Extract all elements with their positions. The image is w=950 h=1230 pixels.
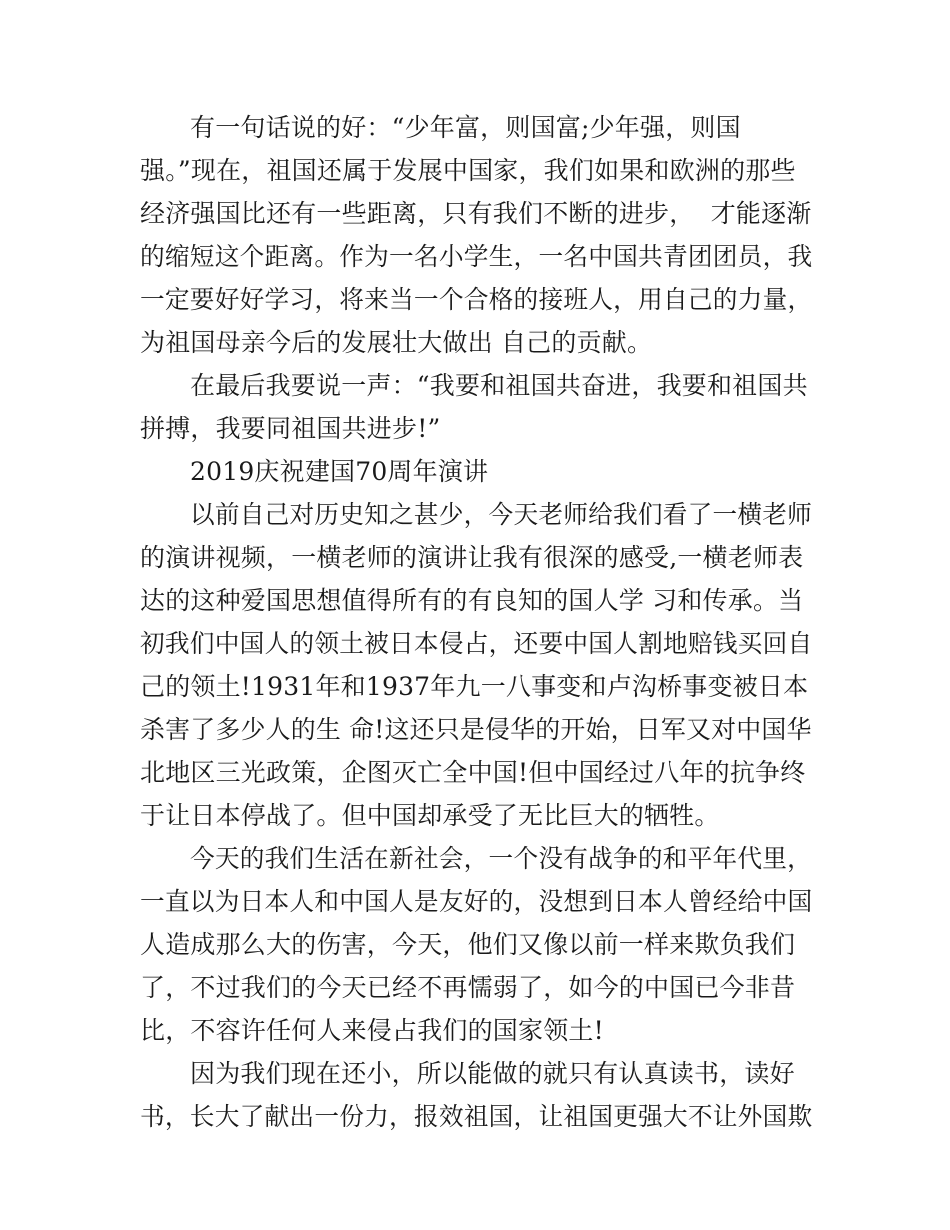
paragraph-line: 达的这种爱国思想值得所有的有良知的国人学 习和传承。当: [140, 586, 804, 615]
paragraph-line: 初我们中国人的领土被日本侵占，还要中国人割地赔钱买回自: [140, 629, 813, 658]
paragraph-line: 一定要好好学习，将来当一个合格的接班人，用自己的力量，: [140, 285, 813, 314]
paragraph-line: 己的领土!1931年和1937年九一八事变和卢沟桥事变被日本: [140, 672, 809, 701]
paragraph-line: 了，不过我们的今天已经不再懦弱了，如今的中国已今非昔: [140, 973, 796, 1002]
paragraph-line: 人造成那么大的伤害，今天，他们又像以前一样来欺负我们: [140, 930, 796, 959]
paragraph-line: 在最后我要说一声：“我要和祖国共奋进，我要和祖国共: [190, 371, 808, 400]
paragraph-line: 为祖国母亲今后的发展壮大做出 自己的贡献。: [140, 328, 653, 357]
section-heading: 2019庆祝建国70周年演讲: [190, 457, 489, 486]
paragraph-line: 的演讲视频，一横老师的演讲让我有很深的感受,一横老师表: [140, 543, 804, 572]
paragraph-line: 书，长大了献出一份力，报效祖国，让祖国更强大不让外国欺: [140, 1102, 813, 1131]
paragraph-line: 强。”现在，祖国还属于发展中国家，我们如果和欧洲的那些: [140, 156, 796, 185]
paragraph-line: 经济强国比还有一些距离，只有我们不断的进步， 才能逐渐: [140, 199, 812, 228]
paragraph-line: 于让日本停战了。但中国却承受了无比巨大的牺牲。: [140, 801, 720, 830]
paragraph-line: 因为我们现在还小，所以能做的就只有认真读书，读好: [190, 1059, 795, 1088]
paragraph-line: 杀害了多少人的生 命!这还只是侵华的开始，日军又对中国华: [140, 715, 812, 744]
paragraph-line: 北地区三光政策，企图灭亡全中国!但中国经过八年的抗争终: [140, 758, 806, 787]
paragraph-line: 的缩短这个距离。作为一名小学生，一名中国共青团团员，我: [140, 242, 813, 271]
paragraph-line: 有一句话说的好：“少年富，则国富;少年强，则国: [190, 113, 741, 142]
paragraph-line: 一直以为日本人和中国人是友好的，没想到日本人曾经给中国: [140, 887, 813, 916]
paragraph-line: 今天的我们生活在新社会，一个没有战争的和平年代里，: [190, 844, 813, 873]
paragraph-line: 比，不容许任何人来侵占我们的国家领土!: [140, 1016, 604, 1045]
paragraph-line: 以前自己对历史知之甚少，今天老师给我们看了一横老师: [190, 500, 813, 529]
paragraph-line: 拼搏，我要同祖国共进步!”: [140, 414, 441, 443]
